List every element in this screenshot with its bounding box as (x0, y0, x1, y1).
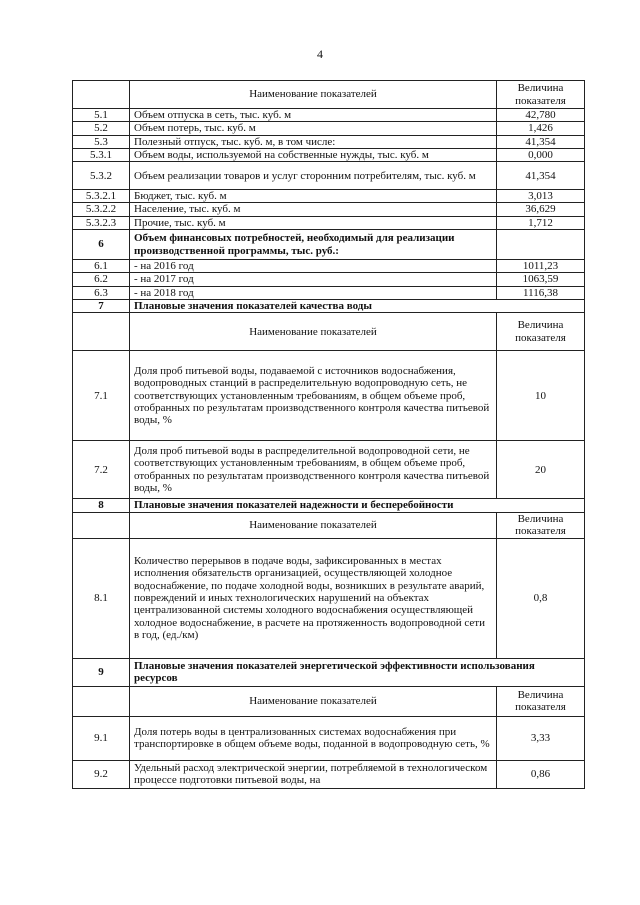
section-title: Объем финансовых потребностей, необходимый для реализации производственной программы, тыс. руб.: (130, 230, 497, 260)
table-row: 9.2 Удельный расход электрической энергии, потребляемой в технологическом процессе подготовки питьевой воды, на 0,86 (73, 760, 585, 788)
table-row: 6.2 - на 2017 год 1063,59 (73, 273, 585, 286)
table-row: 5.1 Объем отпуска в сеть, тыс. куб. м 42,780 (73, 109, 585, 122)
table-header-row (73, 81, 585, 109)
section-title: Плановые значения показателей энергетической эффективности использования ресурсов (130, 658, 585, 686)
section-8-title-row: 8 Плановые значения показателей надежности и бесперебойности (73, 499, 585, 512)
table-row: 5.3.2 Объем реализации товаров и услуг сторонним потребителям, тыс. куб. м 41,354 (73, 162, 585, 190)
table-row: 5.3 Полезный отпуск, тыс. куб. м, в том числе: 41,354 (73, 135, 585, 148)
table-row: 5.3.2.3 Прочие, тыс. куб. м 1,712 (73, 216, 585, 229)
table-row: 5.3.1 Объем воды, используемой на собственные нужды, тыс. куб. м 0,000 (73, 148, 585, 161)
table-row: 7.1 Доля проб питьевой воды, подаваемой с источников водоснабжения, водопроводных станций в распределительную водопроводную сеть, не соответствующих установленным требованиям, в общем объеме проб, отобранных по результатам производственного контроля качества питьевой воды, % 10 (73, 351, 585, 441)
table-row: 5.3.2.1 Бюджет, тыс. куб. м 3,013 (73, 190, 585, 203)
header-num-cell (73, 81, 130, 109)
section-6-title-row: 6 Объем финансовых потребностей, необходимый для реализации производственной программы, тыс. руб.: (73, 230, 585, 260)
table-row: 6.1 - на 2016 год 1011,23 (73, 260, 585, 273)
section-9-title-row: 9 Плановые значения показателей энергетической эффективности использования ресурсов (73, 658, 585, 686)
header-value-cell: Величина показателя (497, 81, 585, 109)
table-header-row: Наименование показателей Величина показателя (73, 512, 585, 538)
header-name-cell: Наименование показателей (130, 81, 497, 109)
table-header-row: Наименование показателей Величина показателя (73, 686, 585, 716)
table-row: 8.1 Количество перерывов в подаче воды, зафиксированных в местах исполнения обязательств организацией, осуществляющей холодное водоснабжение, по подаче холодной воды, возникших в результате аварий, повреждений и иных технологических нарушений на объектах централизованной системы холодного водоснабжения осуществляющей холодное водоснабжение, в расчете на протяженность водопроводной сети в год, (ед./км) 0,8 (73, 538, 585, 658)
table-row: 6.3 - на 2018 год 1116,38 (73, 286, 585, 299)
table-row: 5.3.2.2 Население, тыс. куб. м 36,629 (73, 203, 585, 216)
table-row: 9.1 Доля потерь воды в централизованных системах водоснабжения при транспортировке в общем объеме воды, поданной в водопроводную сеть, % 3,33 (73, 716, 585, 760)
table-row: 5.2 Объем потерь, тыс. куб. м 1,426 (73, 122, 585, 135)
section-title: Плановые значения показателей надежности и бесперебойности (130, 499, 585, 512)
section-7-title-row: 7 Плановые значения показателей качества воды (73, 299, 585, 312)
table-row: 7.2 Доля проб питьевой воды в распределительной водопроводной сети, не соответствующих установленным требованиям, в общем объеме проб, отобранных по результатам производственного контроля качества питьевой воды, % 20 (73, 441, 585, 499)
indicators-table (72, 80, 585, 789)
table-header-row: Наименование показателей Величина показателя (73, 313, 585, 351)
page-number: 4 (317, 47, 323, 61)
section-title: Плановые значения показателей качества воды (130, 299, 585, 312)
